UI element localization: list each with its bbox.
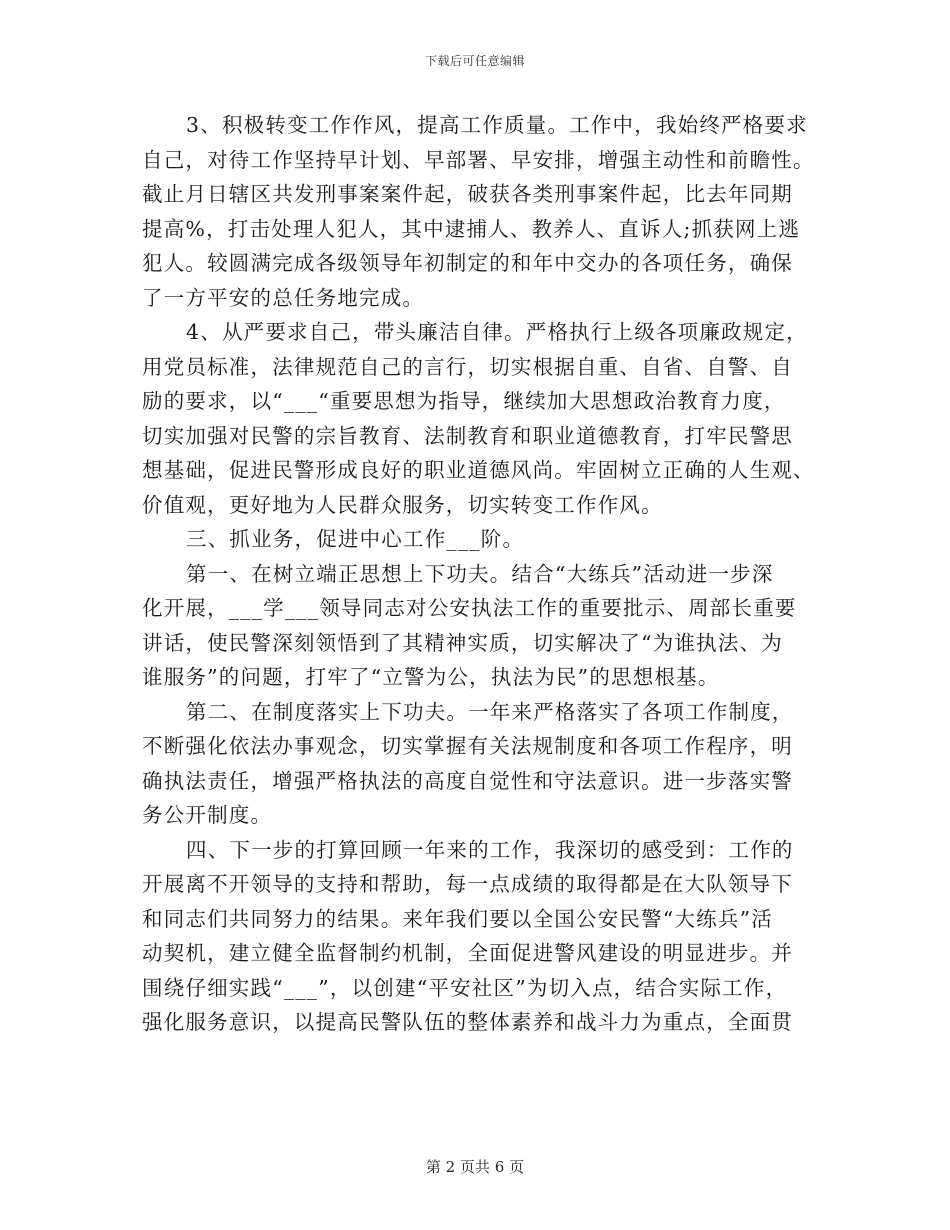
text-line: 励的要求，以“___“重要思想为指导，继续加大思想政治教育力度， (142, 389, 786, 413)
text-line: 开展离不开领导的支持和帮助，每一点成绩的取得都是在大队领导下 (142, 872, 793, 896)
body-text (142, 108, 822, 1040)
text-line: 第一、在树立端正思想上下功夫。结合“大练兵”活动进一步深 (186, 561, 774, 586)
text-line: 不断强化依法办事观念，切实掌握有关法规制度和各项工作程序，明 (142, 734, 793, 758)
text-line: 和同志们共同努力的结果。来年我们要以全国公安民警“大练兵”活 (142, 906, 773, 931)
text-line: 截止月日辖区共发刑事案案件起，破获各类刑事案件起，比去年同期 (142, 182, 793, 206)
text-line: 用党员标准，法律规范自己的言行，切实根据自重、自省、自警、自 (142, 354, 793, 379)
section-heading: 四、下一步的打算回顾一年来的工作，我深切的感受到：工作的 (186, 837, 794, 862)
text-line: 犯人。较圆满完成各级领导年初制定的和年中交办的各项任务，确保 (142, 251, 793, 275)
text-line: 了一方平安的总任务地完成。 (142, 285, 425, 310)
section-heading: 三、抓业务，促进中心工作___阶。 (186, 527, 525, 551)
text-line: 想基础，促进民警形成良好的职业道德风尚。牢固树立正确的人生观、 (142, 458, 815, 482)
text-line: 第二、在制度落实上下功夫。一年来严格落实了各项工作制度， (186, 699, 794, 724)
text-line: 价值观，更好地为人民群众服务，切实转变工作作风。 (142, 492, 663, 517)
text-line: 化开展，___学___领导同志对公安执法工作的重要批示、周部长重要 (142, 596, 797, 620)
text-line: 务公开制度。 (142, 803, 273, 827)
page-header: 下载后可任意编辑 (424, 54, 525, 68)
text-line: 讲话，使民警深刻领悟到了其精神实质，切实解决了“为谁执法、为 (142, 630, 783, 655)
page-footer: 第 2 页共 6 页 (425, 1158, 525, 1176)
text-line: 确执法责任，增强严格执法的高度自觉性和守法意识。进一步落实警 (142, 768, 793, 793)
text-line: 3、积极转变工作作风，提高工作质量。工作中，我始终严格要求 (186, 113, 808, 137)
text-line: 动契机，建立健全监督制约机制，全面促进警风建设的明显进步。并 (142, 941, 793, 965)
text-line: 强化服务意识，以提高民警队伍的整体素养和战斗力为重点，全面贯 (142, 1010, 793, 1034)
text-line: 自己，对待工作坚持早计划、早部署、早安排，增强主动性和前瞻性。 (142, 147, 815, 172)
text-line: 提高%，打击处理人犯人，其中逮捕人、教养人、直诉人;抓获网上逃 (142, 216, 801, 241)
text-line: 围绕仔细实践“___”，以创建“平安社区”为切入点，结合实际工作， (142, 975, 788, 1000)
text-line: 谁服务”的问题，打牢了“立警为公，执法为民”的思想根基。 (142, 665, 720, 689)
text-line: 切实加强对民警的宗旨教育、法制教育和职业道德教育，打牢民警思 (142, 423, 793, 448)
text-line: 4、从严要求自己，带头廉洁自律。严格执行上级各项廉政规定， (186, 320, 808, 344)
